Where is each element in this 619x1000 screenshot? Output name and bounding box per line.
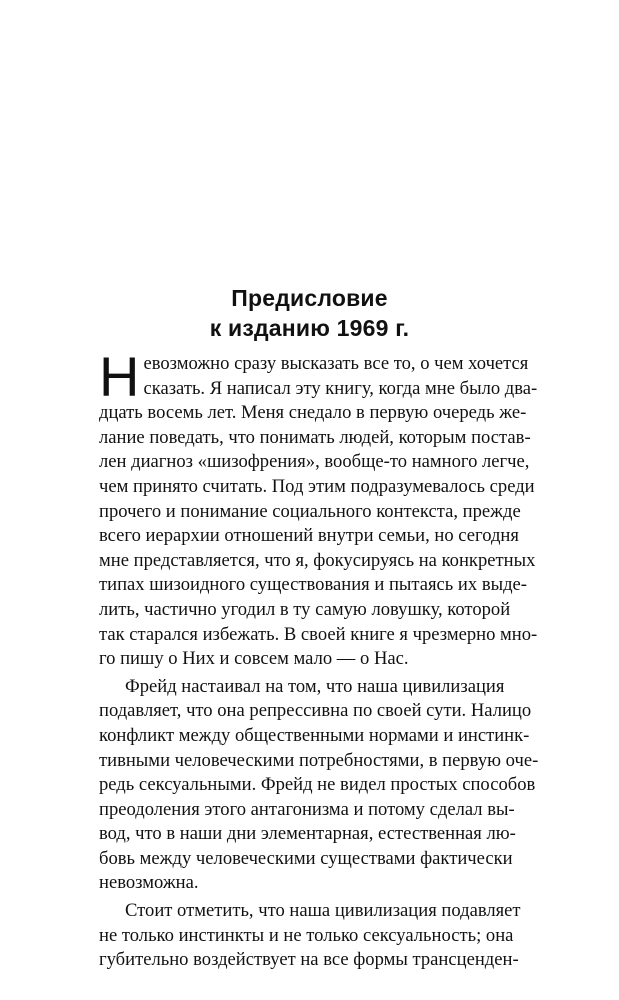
text-line: лание поведать, что понимать людей, которым постав- <box>99 426 531 448</box>
text-line: типах шизоидного существования и пытаясь их выде- <box>99 574 528 596</box>
text-line: чем принято считать. Под этим подразумевалось среди <box>99 475 535 497</box>
paragraph-3 <box>99 899 545 973</box>
text-line: преодоления этого антагонизма и потому сделал вы- <box>99 798 515 820</box>
text-line: губительно воздействует на все формы трансценден- <box>99 949 519 971</box>
drop-cap: Н <box>99 345 140 408</box>
text-line: подавляет, что она репрессивна по своей сути. Налицо <box>99 700 532 722</box>
text-line: не только инстинкты и не только сексуальность; она <box>99 924 514 946</box>
text-line: бовь между человеческими существами фактически <box>99 847 513 869</box>
paragraph-1 <box>99 345 545 672</box>
text-line: тивными человеческими потребностями, в первую оче- <box>99 749 539 771</box>
text-line: лить, частично угодил в ту самую ловушку, которой <box>99 598 511 620</box>
paragraph-2 <box>99 675 545 896</box>
text-line: сказать. Я написал эту книгу, когда мне было два- <box>143 377 538 399</box>
text-line: дцать восемь лет. Меня снедало в первую очередь же- <box>99 402 527 424</box>
text-line: евозможно сразу высказать все то, о чем хочется <box>143 353 529 374</box>
text-line: невозможна. <box>99 872 199 894</box>
text-line: Стоит отметить, что наша цивилизация подавляет <box>125 900 521 922</box>
text-line: лен диагноз «шизофрения», вообще-то намного легче, <box>99 451 530 473</box>
text-line: конфликт между общественными нормами и инстинк- <box>99 724 530 746</box>
chapter-heading <box>0 283 619 343</box>
text-line: Фрейд настаивал на том, что наша цивилизация <box>125 675 505 697</box>
text-line: мне представляется, что я, фокусируясь на конкретных <box>99 549 536 571</box>
heading-line-2: к изданию 1969 г. <box>209 315 410 341</box>
heading-line-1: Предисловие <box>231 285 388 311</box>
body-text <box>99 345 545 973</box>
text-line: прочего и понимание социального контекста, прежде <box>99 500 521 522</box>
text-line: редь сексуальными. Фрейд не видел простых способов <box>99 774 536 796</box>
text-line: го пишу о Них и совсем мало — о Нас. <box>99 648 409 670</box>
text-line: вод, что в наши дни элементарная, естественная лю- <box>99 823 516 845</box>
text-line: всего иерархии отношений внутри семьи, но сегодня <box>99 525 519 547</box>
text-line: так старался избежать. В своей книге я чрезмерно мно- <box>99 623 538 645</box>
